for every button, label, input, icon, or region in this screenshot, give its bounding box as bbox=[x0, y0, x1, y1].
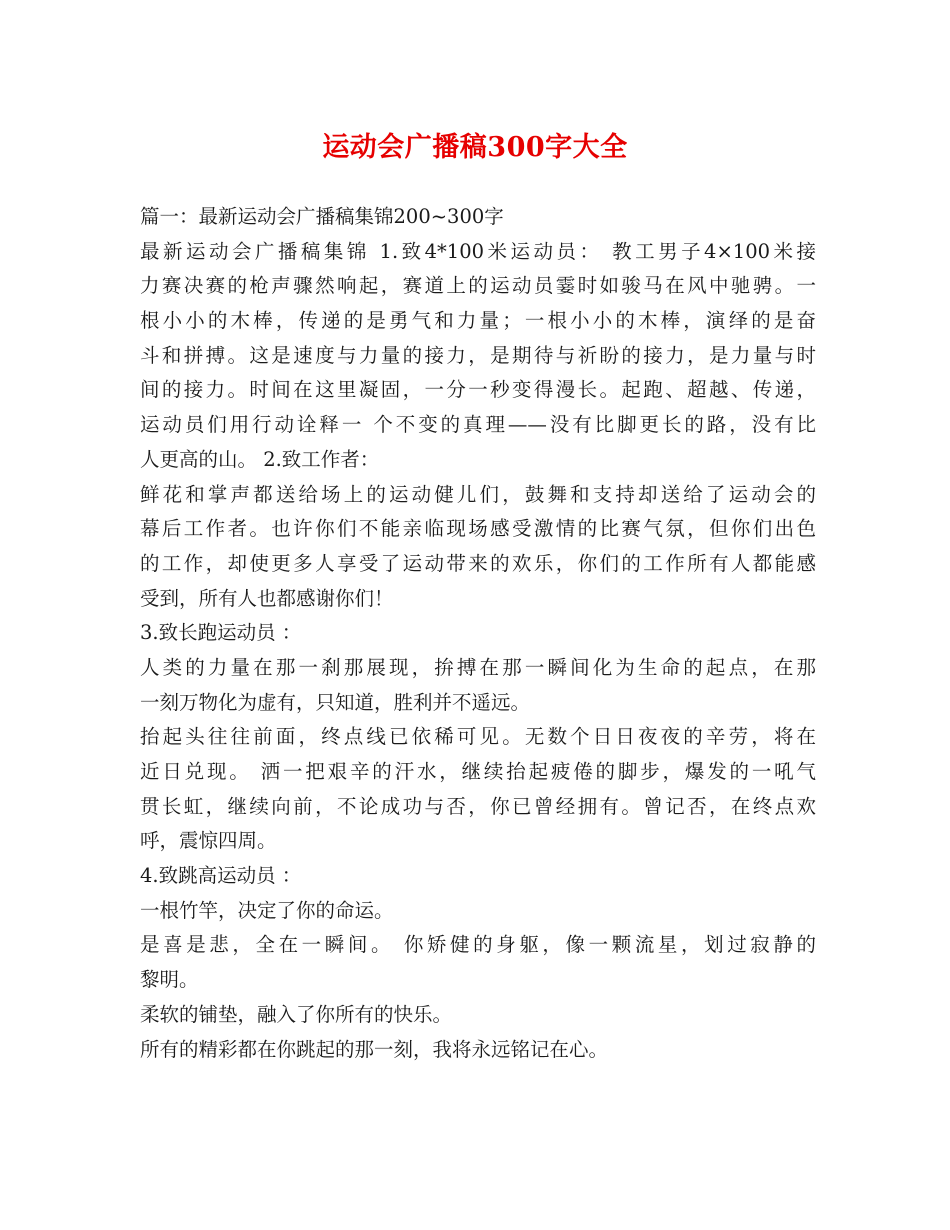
paragraph-line: 鲜花和掌声都送给场上的运动健儿们，鼓舞和支持却送给了运动会的 bbox=[140, 482, 816, 506]
paragraph-line: 柔软的铺垫，融入了你所有的快乐。 bbox=[140, 1002, 453, 1026]
paragraph-line: 人类的力量在那一刹那展现，拚搏在那一瞬间化为生命的起点，在那 bbox=[140, 655, 816, 679]
paragraph-line: 人更高的山。 2.致工作者： bbox=[140, 447, 380, 471]
paragraph-line: 是喜是悲，全在一瞬间。 你矫健的身躯，像一颗流星，划过寂静的 bbox=[140, 933, 816, 957]
paragraph-line: 抬起头往往前面，终点线已依稀可见。无数个日日夜夜的辛劳，将在 bbox=[140, 725, 816, 749]
paragraph-line: 所有的精彩都在你跳起的那一刻，我将永远铭记在心。 bbox=[140, 1037, 609, 1061]
paragraph-line: 篇一：最新运动会广播稿集锦200~300字 bbox=[140, 205, 504, 228]
document-title: 运动会广播稿300字大全 bbox=[322, 132, 628, 163]
paragraph-line: 根小小的木棒，传递的是勇气和力量；一根小小的木棒，演绎的是奋 bbox=[140, 309, 816, 333]
paragraph-line: 最新运动会广播稿集锦 1.致4*100米运动员： 教工男子4×100米接 bbox=[140, 239, 816, 263]
paragraph-line: 斗和拼搏。这是速度与力量的接力，是期待与祈盼的接力，是力量与时 bbox=[140, 343, 816, 367]
paragraph-line: 幕后工作者。也许你们不能亲临现场感受激情的比赛气氛，但你们出色 bbox=[140, 517, 816, 541]
paragraph-line: 黎明。 bbox=[140, 968, 199, 992]
paragraph-line: 一根竹竿，决定了你的命运。 bbox=[140, 898, 394, 922]
paragraph-line: 一刻万物化为虚有，只知道，胜利并不遥远。 bbox=[140, 690, 531, 714]
paragraph-line: 近日兑现。 洒一把艰辛的汗水，继续抬起疲倦的脚步，爆发的一吼气 bbox=[140, 760, 816, 783]
paragraph-line: 贯长虹，继续向前，不论成功与否，你已曾经拥有。曾记否，在终点欢 bbox=[140, 794, 816, 818]
paragraph-line: 3.致长跑运动员 ： bbox=[140, 621, 302, 645]
paragraph-line: 呼，震惊四周。 bbox=[140, 829, 277, 853]
paragraph-line: 的工作，却使更多人享受了运动带来的欢乐，你们的工作所有人都能感 bbox=[140, 551, 816, 575]
paragraph-line: 受到，所有人也都感谢你们！ bbox=[140, 586, 394, 610]
document-body bbox=[140, 200, 816, 1067]
paragraph-line: 4.致跳高运动员 ： bbox=[140, 864, 302, 888]
paragraph-line: 间的接力。时间在这里凝固，一分一秒变得漫长。起跑、超越、传递， bbox=[140, 378, 816, 402]
paragraph-line: 运动员们用行动诠释一 个不变的真理——没有比脚更长的路，没有比 bbox=[140, 413, 816, 437]
paragraph-line: 力赛决赛的枪声骤然响起，赛道上的运动员霎时如骏马在风中驰骋。一 bbox=[140, 274, 816, 298]
